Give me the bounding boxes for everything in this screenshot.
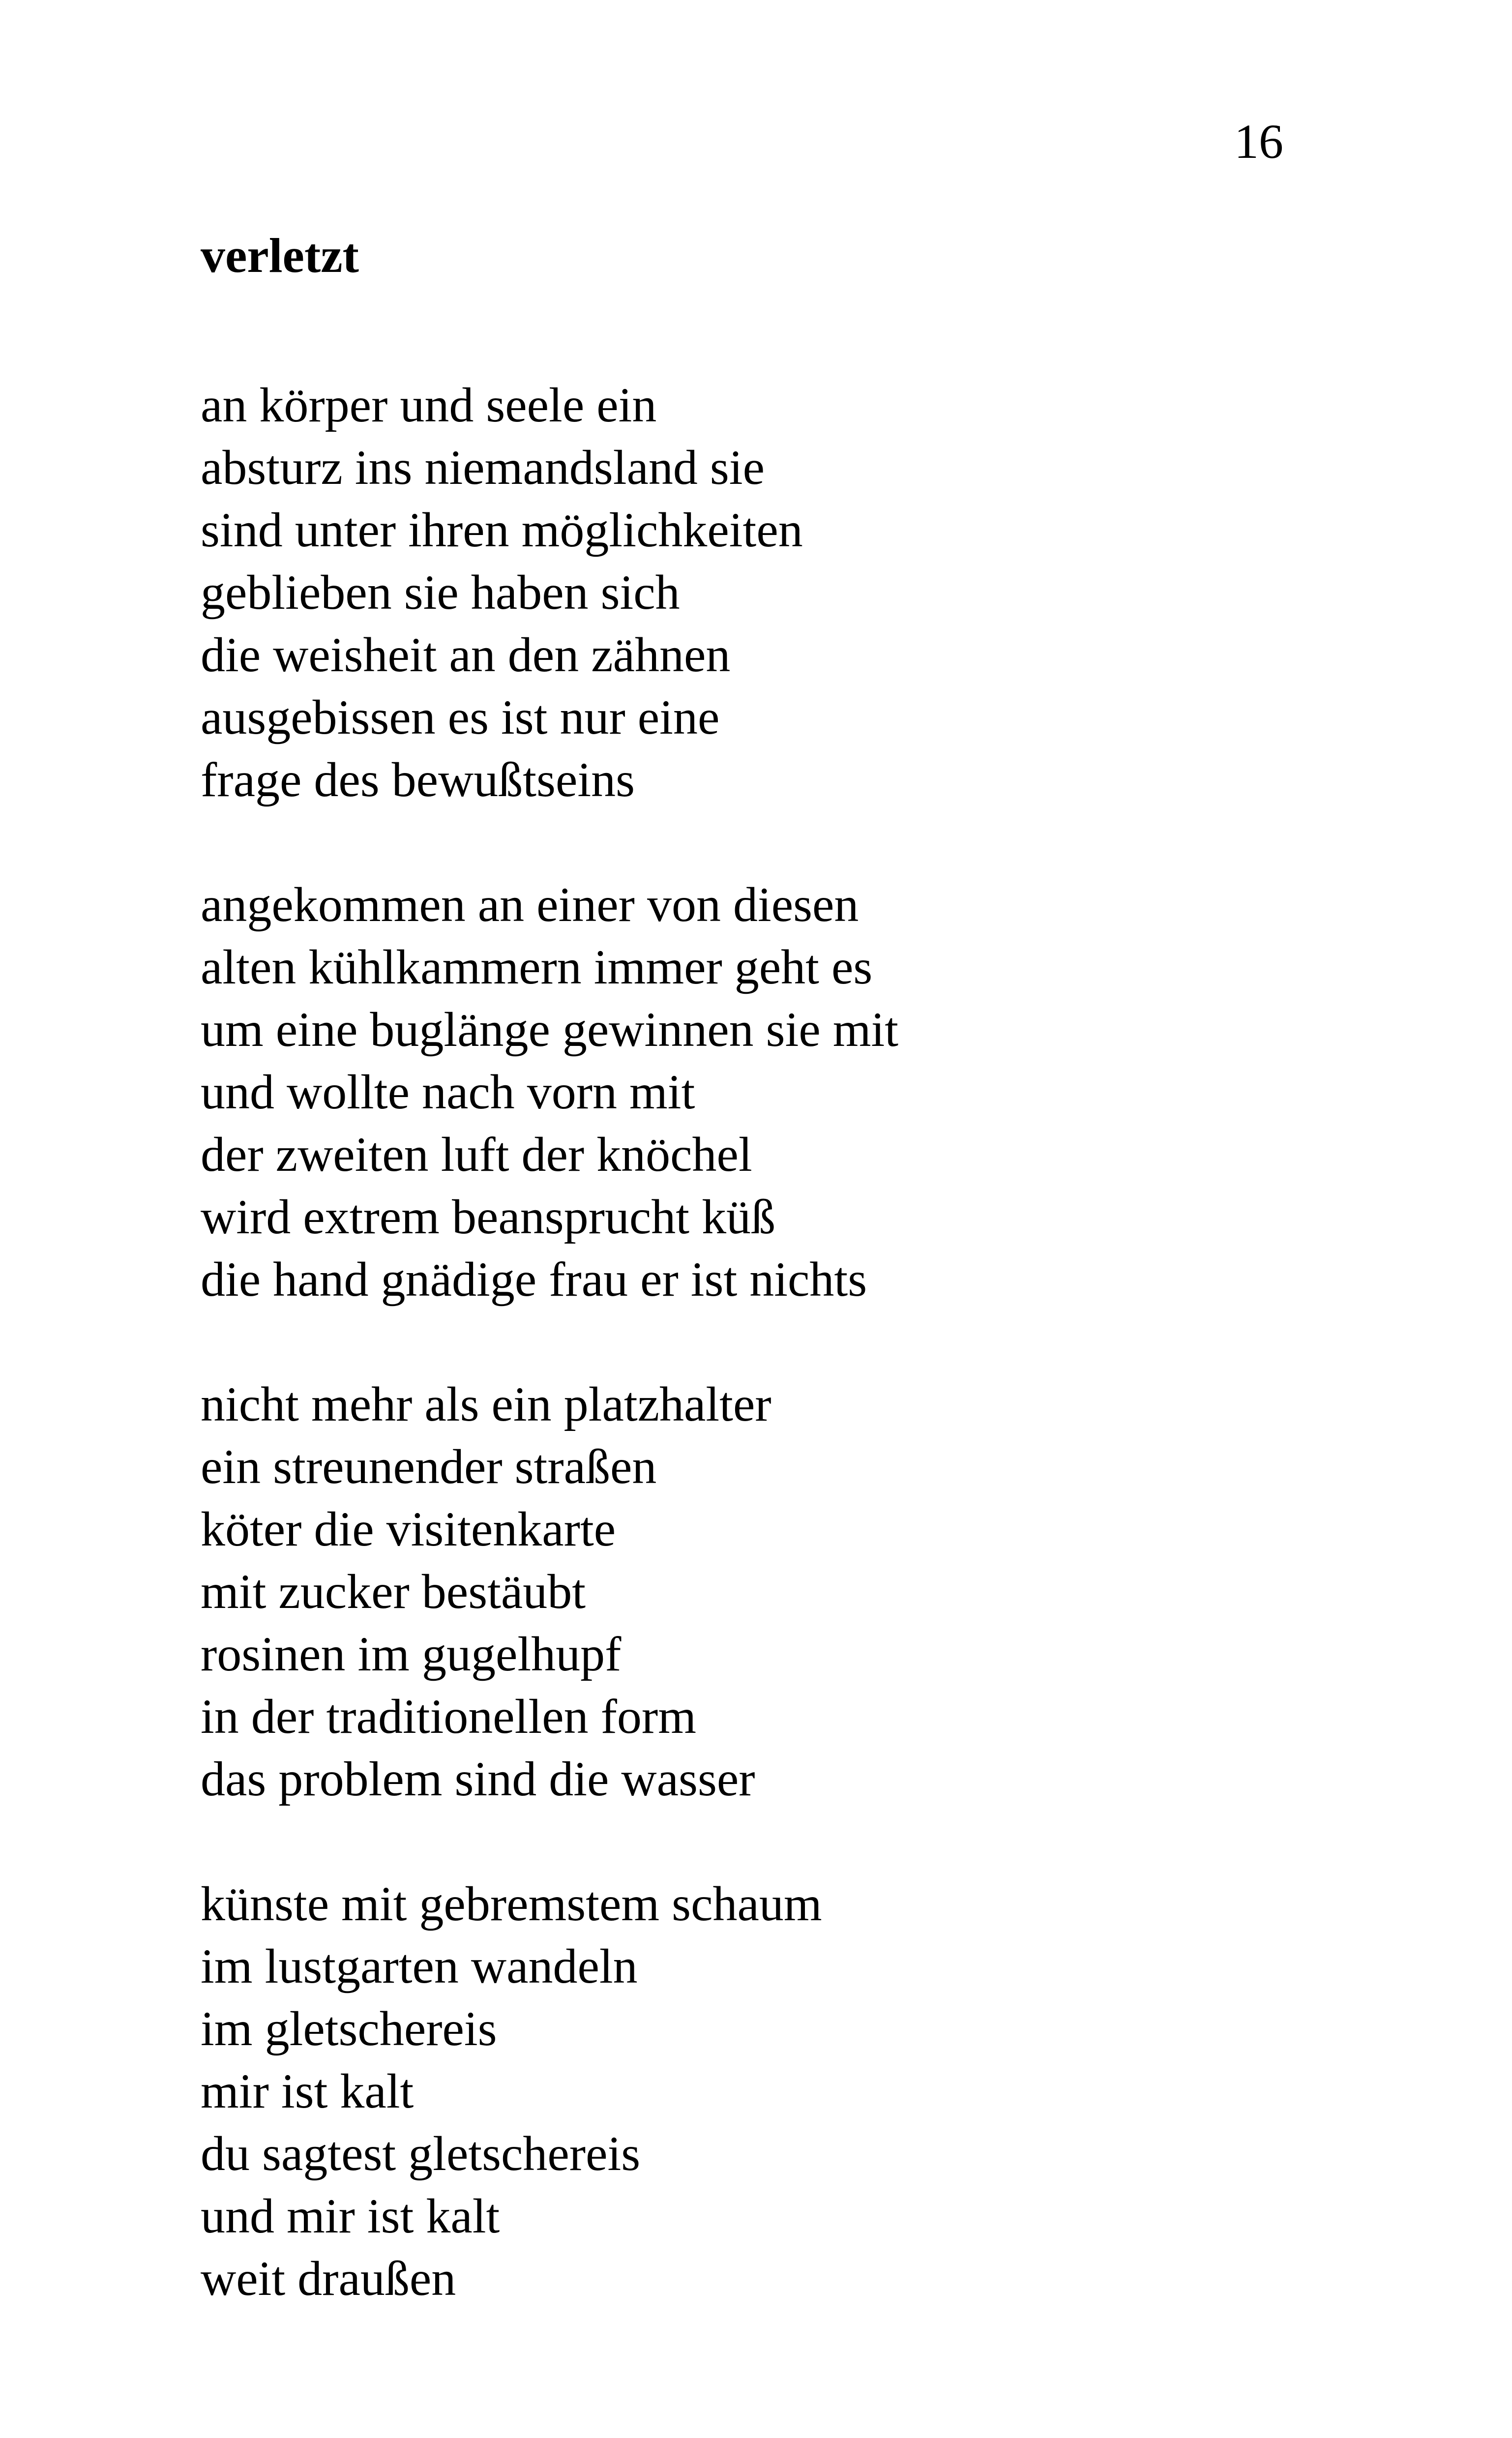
poem-line: ausgebissen es ist nur eine xyxy=(201,690,720,744)
poem-line: in der traditionellen form xyxy=(201,1689,697,1744)
poem-line: künste mit gebremstem schaum xyxy=(201,1876,822,1931)
poem-line: und mir ist kalt xyxy=(201,2189,500,2243)
poem-line: köter die visitenkarte xyxy=(201,1502,616,1556)
poem-line: an körper und seele ein xyxy=(201,378,657,432)
poem-line: weit draußen xyxy=(201,2251,456,2306)
poem-line: nicht mehr als ein platzhalter xyxy=(201,1377,771,1431)
stanza-2 xyxy=(201,873,1332,1310)
poem-line: mir ist kalt xyxy=(201,2064,414,2118)
poem-line: um eine buglänge gewinnen sie mit xyxy=(201,1002,899,1057)
poem-line: und wollte nach vorn mit xyxy=(201,1065,695,1119)
poem-line: die weisheit an den zähnen xyxy=(201,627,731,682)
poem-line: der zweiten luft der knöchel xyxy=(201,1127,752,1182)
stanza-3 xyxy=(201,1373,1332,1810)
poem-line: frage des bewußtseins xyxy=(201,752,635,807)
poem-line: rosinen im gugelhupf xyxy=(201,1627,622,1681)
page-number: 16 xyxy=(1234,114,1283,169)
poem-line: geblieben sie haben sich xyxy=(201,565,680,620)
poem-line: angekommen an einer von diesen xyxy=(201,877,859,932)
poem-line: die hand gnädige frau er ist nichts xyxy=(201,1252,867,1307)
poem-line: im gletschereis xyxy=(201,2001,497,2056)
poem-line: ein streunender straßen xyxy=(201,1439,657,1494)
stanza-1 xyxy=(201,374,1332,811)
poem-line: mit zucker bestäubt xyxy=(201,1564,586,1619)
poem-line: das problem sind die wasser xyxy=(201,1752,755,1806)
poem-line: im lustgarten wandeln xyxy=(201,1939,638,1993)
poem-line: du sagtest gletschereis xyxy=(201,2126,641,2181)
poem-line: sind unter ihren möglichkeiten xyxy=(201,503,803,557)
poem-title: verletzt xyxy=(201,228,359,283)
poem-line: wird extrem beansprucht küß xyxy=(201,1189,776,1244)
poem xyxy=(201,228,1332,2372)
stanza-4 xyxy=(201,1873,1332,2310)
poem-line: absturz ins niemandsland sie xyxy=(201,440,765,495)
poem-line: alten kühlkammern immer geht es xyxy=(201,940,873,994)
